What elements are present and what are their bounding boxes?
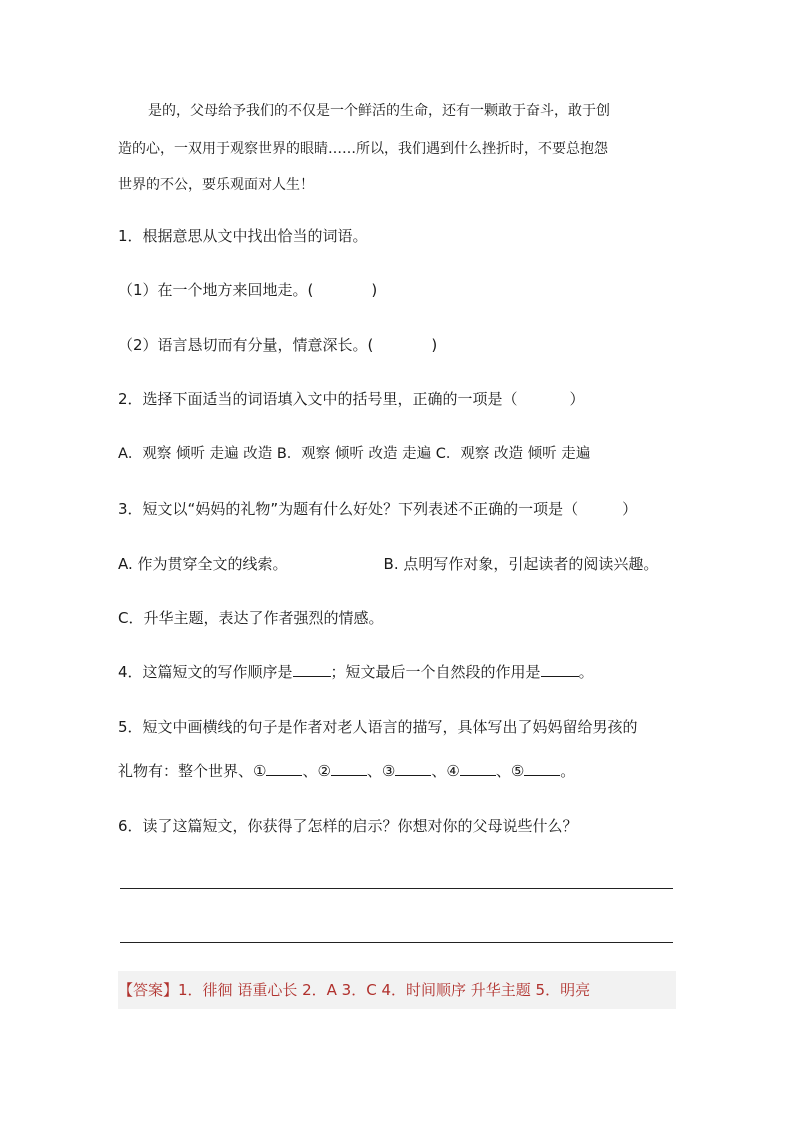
passage-line-1: 是的，父母给予我们的不仅是一个鲜活的生命，还有一颗敢于奋斗，敢于创 <box>148 103 610 119</box>
answer-text: 1．徘徊 语重心长 2．A 3．C 4．时间顺序 升华主题 5．明亮 <box>178 981 591 999</box>
circle-number-4: 、④ <box>431 762 460 780</box>
fill-blank[interactable] <box>331 761 367 776</box>
question-3-option-a: A. 作为贯穿全文的线索。 <box>118 555 288 573</box>
passage-line-3: 世界的不公，要乐观面对人生！ <box>118 177 314 193</box>
question-5-line-2 <box>118 760 678 782</box>
answer-line-1[interactable] <box>120 888 673 889</box>
question-4 <box>118 661 678 683</box>
question-5-line-1: 5．短文中画横线的句子是作者对老人语言的描写，具体写出了妈妈留给男孩的 <box>118 718 638 736</box>
question-4-part-3: 。 <box>578 663 594 681</box>
question-1-item-1 <box>118 279 678 301</box>
question-3-option-b: B. 点明写作对象，引起读者的阅读兴趣。 <box>383 555 659 573</box>
answer-line-2[interactable] <box>120 942 673 943</box>
answer-key-box <box>118 971 676 1009</box>
question-4-part-1: 4．这篇短文的写作顺序是 <box>118 663 293 681</box>
question-3-prompt <box>118 498 678 520</box>
circle-number-1: ① <box>253 762 267 780</box>
question-2-options: A．观察 倾听 走遍 改造 B．观察 倾听 改造 走遍 C．观察 改造 倾听 走遍 <box>118 446 591 462</box>
fill-blank[interactable] <box>293 662 331 677</box>
close-paren: ) <box>431 336 438 354</box>
question-3-options-ab <box>118 553 678 575</box>
close-paren: ） <box>622 500 638 518</box>
circle-number-5: 、⑤ <box>495 762 525 780</box>
question-5-start: 礼物有：整个世界、 <box>118 762 254 780</box>
question-1-item-2-text: （2）语言恳切而有分量，情意深长。( <box>118 336 374 354</box>
circle-number-2: 、② <box>302 762 331 780</box>
passage-line-2: 造的心，一双用于观察世界的眼睛……所以，我们遇到什么挫折时，不要总抱怨 <box>118 141 608 157</box>
fill-blank[interactable] <box>266 761 302 776</box>
answer-label: 【答案】 <box>118 981 179 999</box>
question-5-end: 。 <box>560 762 576 780</box>
circle-number-3: 、③ <box>366 762 396 780</box>
question-1-item-1-text: （1）在一个地方来回地走。( <box>118 281 314 299</box>
question-4-part-2: ；短文最后一个自然段的作用是 <box>330 663 541 681</box>
question-2-prompt <box>118 388 678 410</box>
question-2-text: 2．选择下面适当的词语填入文中的括号里，正确的一项是（ <box>118 390 518 408</box>
close-paren: ) <box>371 281 378 299</box>
fill-blank[interactable] <box>460 761 496 776</box>
question-1-item-2 <box>118 334 678 356</box>
fill-blank[interactable] <box>524 761 560 776</box>
close-paren: ） <box>569 390 585 408</box>
fill-blank[interactable] <box>541 662 579 677</box>
question-3-option-c: C．升华主题，表达了作者强烈的情感。 <box>118 609 384 627</box>
question-1-prompt: 1．根据意思从文中找出恰当的词语。 <box>118 227 368 245</box>
fill-blank[interactable] <box>395 761 431 776</box>
question-3-text: 3．短文以“妈妈的礼物”为题有什么好处？下列表述不正确的一项是（ <box>118 500 579 518</box>
question-6-prompt: 6．读了这篇短文，你获得了怎样的启示？你想对你的父母说些什么？ <box>118 817 578 835</box>
